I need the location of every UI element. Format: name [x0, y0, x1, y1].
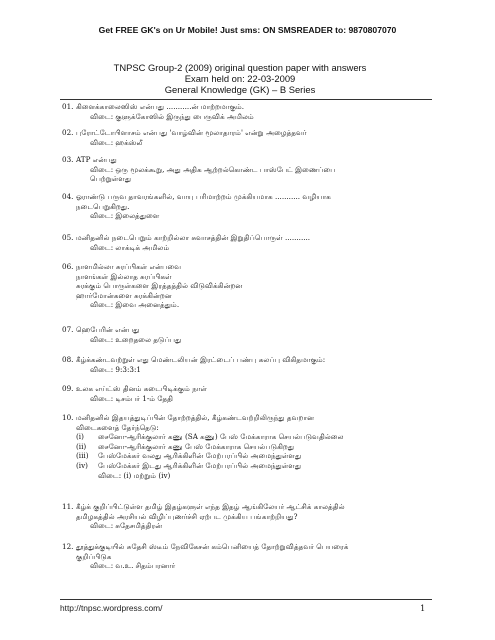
- answer-text: விடை: வ.உ. சிதம்பரனார்: [90, 561, 176, 571]
- question-item: [62, 413, 462, 480]
- question-option: நாளங்கள் இல்லாத சுரப்பிகள்: [76, 271, 172, 281]
- question-text: தூத்துக்குடியில் சுதேசி ஸ்டீம் நேவிகேசன் கம்பெனியைத் தோற்றுவித்தவர் பெயரைக்: [76, 542, 349, 551]
- option-item: [76, 461, 462, 471]
- question-item: [62, 192, 462, 221]
- question-item: [62, 542, 462, 571]
- answer-text: விடை: குளுக்கோஸில் இருந்து பைருவிக் அமிலம்: [90, 111, 254, 121]
- question-number: 10.: [62, 413, 74, 422]
- question-item: [62, 325, 462, 344]
- option-label: (iv): [76, 460, 88, 470]
- header-title: TNPSC Group-2 (2009) original question paper with answers: [113, 62, 367, 73]
- question-item: [62, 155, 462, 184]
- option-text: பேஸ்மேக்கர் இடது ஆரிக்கிளின் மேற்பரப்பில் அமைந்துள்ளது: [98, 460, 302, 470]
- question-text: புரோட்டோபிளாசம் என்பது 'வாழ்வின் மூலாதாரம்' என்று அழைத்தவர்: [76, 128, 307, 137]
- question-number: 02.: [62, 128, 74, 137]
- question-text: நாளமில்லா சுரப்பிகள் என்பவை: [76, 262, 182, 271]
- question-text: விடைகளைத் தேர்ந்தெடு:: [76, 422, 159, 432]
- question-text: உலக எய்ட்ஸ் தினம் கடைபிடிக்கும் நாள்: [76, 384, 208, 393]
- question-text: மனிதனில் இதயத்துடிப்பின் தோற்றத்தில், கீழ்கண்டவற்றிலிருந்து தவறான: [76, 413, 315, 422]
- question-number: 11.: [62, 502, 74, 511]
- question-number: 01.: [62, 102, 74, 111]
- option-item: [76, 451, 462, 461]
- question-number: 08.: [62, 355, 74, 364]
- question-item: [62, 355, 462, 374]
- answer-text: விடை: உறைதலை தடுப்பது: [90, 334, 182, 344]
- answer-text: விடை: டிசம்பர் 1-ம் தேதி: [90, 393, 174, 403]
- page-number: 1: [420, 603, 426, 613]
- answer-text: விடை: லாக்டிக் அமிலம்: [90, 242, 170, 252]
- question-number: 07.: [62, 325, 74, 334]
- answer-text: விடை: ஒரு மூலக்கூறு, அது அதிக ஆற்றல்கொண்ட பாஸ்பேட் இணைப்பை: [90, 164, 336, 174]
- question-text: கீழ்க்கண்டவற்றுள் எது மெண்டலியன் இரட்டைப் பண்பு கலப்பு விகிதமாகும்:: [76, 355, 326, 364]
- question-number: 03.: [62, 155, 74, 164]
- header-exam-date: Exam held on: 22-03-2009: [184, 73, 296, 85]
- question-item: [62, 502, 462, 531]
- footer-divider: [60, 599, 432, 600]
- sms-banner: Get FREE GK's on Ur Mobile! Just sms: ON SMSREADER to: 9870807070: [98, 25, 397, 35]
- header-series: General Knowledge (GK) – B Series: [164, 84, 316, 96]
- question-option: ஹார்மோன்களை சுரக்கின்றன: [76, 290, 172, 300]
- answer-text: விடை: ஹக்ஸ்லீ: [90, 137, 143, 147]
- question-option: சுரக்கும் பொருள்களை இரத்தத்தில் விடுவிக்கின்றன: [76, 281, 243, 291]
- question-number: 05.: [62, 233, 74, 242]
- question-number: 04.: [62, 192, 74, 201]
- answer-text-continued: பெற்றுள்ளது: [90, 174, 132, 184]
- question-item: [62, 262, 462, 310]
- answer-text: விடை: இவை அனைத்தும்.: [90, 300, 180, 310]
- question-text: மனிதனில் நடைபெறும் காற்றில்லா சுவாசத்தின் இறுதிப்பொருள் ...........: [76, 233, 311, 242]
- question-item: [62, 128, 462, 147]
- question-item: [62, 102, 462, 121]
- option-item: [76, 442, 462, 452]
- question-text: கிளைக்காலைஸிஸ் என்பது ...........ன் மாற்றமாகும்.: [76, 102, 245, 111]
- question-item: [62, 233, 462, 252]
- question-text: ஹெபேரின் என்பது: [76, 325, 140, 334]
- option-text: சைனோ-ஆரிக்குலார் கணு (SA கணு) பேஸ் மேக்காராக செயல்படுவதில்லை: [98, 432, 344, 442]
- option-text: பேஸ்மேக்கர் வலது ஆரிக்கிளின் மேற்பரப்பில் அமைந்துள்ளது: [98, 451, 302, 461]
- header-divider: [60, 99, 432, 100]
- question-number: 06.: [62, 262, 74, 271]
- question-text: குறிப்பிடுக: [76, 551, 112, 561]
- question-text: கீழ்க் குறிப்பிட்டுள்ள தமிழ் இதழ்களுள் எந்த இதழ் ஆங்கிலேயர் ஆட்சிக் காலத்தில்: [76, 502, 345, 511]
- question-number: 12.: [62, 542, 74, 551]
- question-text: ஓராண்டு பருவ தாவரங்களில், வாயு பரிமாற்றம் முக்கியமாக ........... வழியாக: [76, 192, 331, 201]
- question-text: தமிழகத்தில் அரசியல் விழிப்புணர்ச்சி ஏற்பட முக்கிய பங்காற்றியது?: [76, 511, 298, 521]
- footer-link[interactable]: http://tnpsc.wordpress.com/: [60, 603, 163, 613]
- option-label: (ii): [76, 441, 87, 451]
- option-label: (i): [76, 432, 84, 442]
- document-header: [60, 62, 420, 96]
- option-label: (iii): [76, 451, 89, 461]
- answer-text: விடை: 9:3:3:1: [90, 364, 141, 374]
- question-number: 09.: [62, 384, 74, 393]
- question-text: நடைபெறுகிறது.: [76, 201, 130, 211]
- answer-text: விடை: சுதேசமித்திரன்: [90, 521, 163, 531]
- question-text: ATP என்பது: [76, 155, 117, 164]
- answer-text: விடை: (i) மற்றும் (iv): [98, 470, 171, 480]
- question-options: [76, 432, 462, 470]
- option-text: சைனோ-ஆரிக்குலார் கணு பேஸ் மேக்காராக செயல்படுகிறது: [98, 441, 295, 451]
- answer-text: விடை: இலைத்துளை: [90, 211, 160, 221]
- option-item: [76, 432, 462, 442]
- question-item: [62, 384, 462, 403]
